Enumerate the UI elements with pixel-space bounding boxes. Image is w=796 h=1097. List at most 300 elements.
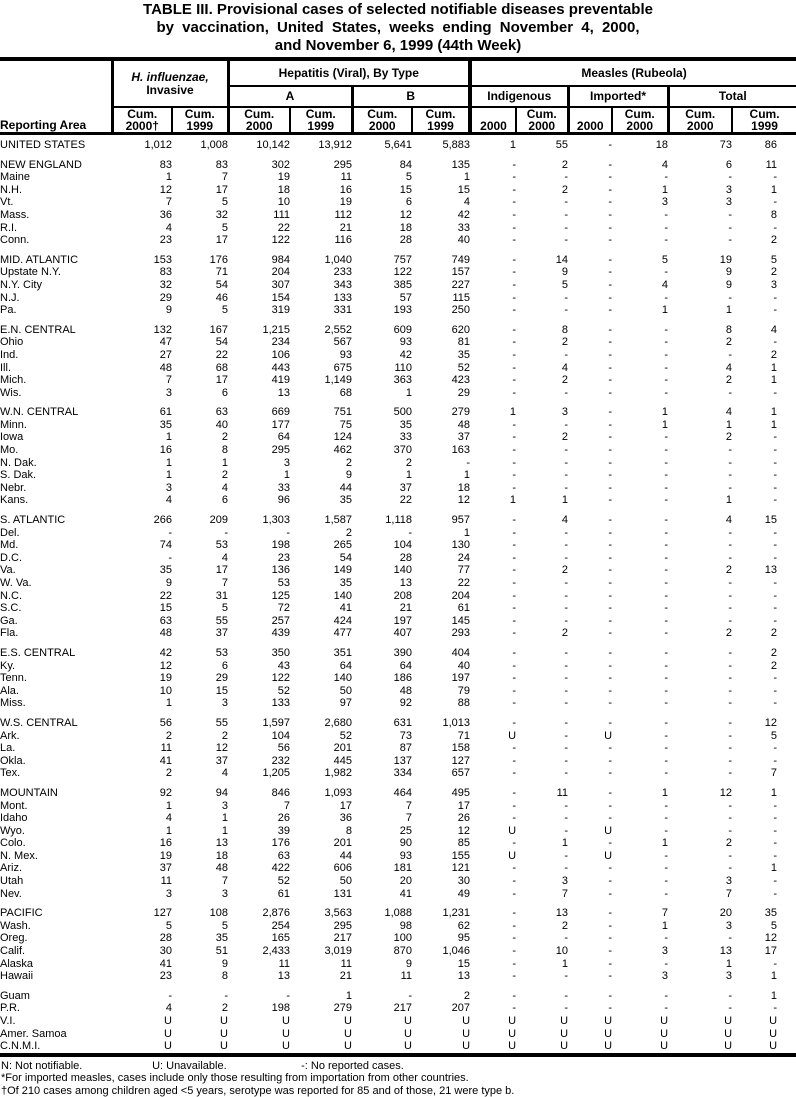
value-cell: 11: [160, 875, 172, 888]
value-cell: 1: [221, 456, 228, 469]
value-cell: -: [608, 672, 613, 685]
value-cell: 6: [405, 196, 412, 209]
value-cell: -: [728, 481, 733, 494]
value-cell: 201: [333, 837, 352, 850]
value-cell: 1: [405, 386, 412, 399]
value-cell: 3: [770, 278, 778, 291]
value-cell: 16: [159, 444, 172, 457]
row-label-state: N. Mex.: [0, 849, 38, 862]
value-cell: 50: [339, 875, 352, 888]
value-cell: -: [773, 957, 778, 970]
measles-group-header: Measles (Rubeola): [470, 59, 796, 86]
value-cell: 5: [165, 919, 172, 932]
value-cell: 21: [339, 970, 352, 983]
value-cell: 13: [719, 945, 733, 958]
value-cell: 111: [273, 208, 290, 221]
value-cell: 6: [725, 158, 733, 171]
table-row: [0, 234, 796, 247]
value-cell: 44: [339, 481, 352, 494]
row-label-state: Ind.: [0, 348, 19, 361]
table-row: [0, 457, 796, 470]
value-cell: 52: [277, 684, 290, 697]
value-cell: 363: [393, 374, 412, 387]
value-cell: -: [608, 875, 613, 888]
value-cell: 11: [278, 957, 290, 970]
value-cell: -: [512, 862, 517, 875]
value-cell: 15: [399, 183, 412, 196]
indigenous-header: Indigenous: [470, 86, 568, 107]
value-cell: 2: [770, 234, 778, 247]
value-cell: 77: [457, 564, 471, 577]
value-cell: -: [512, 627, 517, 640]
value-cell: 19: [277, 171, 290, 184]
value-cell: 1: [283, 469, 290, 482]
value-cell: 97: [339, 697, 352, 710]
column-header-year: 2000: [245, 119, 273, 133]
value-cell: 2: [725, 837, 733, 850]
table-row: [0, 564, 796, 577]
value-cell: 3: [661, 945, 669, 958]
value-cell: -: [728, 697, 733, 710]
value-cell: 207: [451, 1002, 471, 1015]
column-header: [568, 107, 612, 134]
value-cell: U: [508, 849, 517, 862]
row-label-state: Kans.: [0, 494, 29, 507]
value-cell: 217: [393, 1002, 412, 1015]
value-cell: -: [664, 494, 669, 507]
value-cell: U: [604, 1015, 613, 1027]
footnotes: [0, 1057, 796, 1097]
row-label-state: N.J.: [0, 291, 20, 304]
value-cell: 6: [221, 494, 228, 507]
value-cell: 1: [770, 786, 778, 799]
value-cell: 1: [770, 374, 778, 387]
value-cell: -: [773, 336, 778, 349]
column-header-year: 1999: [751, 119, 778, 133]
value-cell: 55: [215, 716, 228, 729]
value-cell: -: [608, 171, 613, 184]
value-cell: 26: [457, 812, 471, 825]
row-label-state: Tex.: [0, 767, 21, 780]
value-cell: -: [664, 602, 669, 615]
value-cell: 137: [393, 754, 412, 767]
value-cell: 5: [221, 602, 228, 615]
value-cell: 9: [725, 278, 733, 291]
value-cell: -: [564, 754, 569, 767]
value-cell: 1: [661, 786, 669, 799]
value-cell: 2: [561, 919, 569, 932]
value-cell: U: [344, 1015, 352, 1027]
value-cell: 29: [159, 291, 172, 304]
value-cell: 13: [555, 907, 569, 920]
section-gap-cell: [0, 900, 796, 907]
value-cell: 15: [457, 957, 471, 970]
table-row: [0, 469, 796, 482]
value-cell: -: [664, 729, 669, 742]
value-cell: -: [773, 799, 778, 812]
value-cell: 21: [399, 602, 412, 615]
row-label-state: Ill.: [0, 361, 11, 374]
column-header-top: Cum.: [367, 107, 398, 121]
value-cell: 18: [655, 139, 669, 151]
column-header-year: 1999: [427, 119, 454, 133]
value-cell: -: [564, 456, 569, 469]
value-cell: -: [168, 526, 172, 539]
value-cell: 2: [221, 1002, 228, 1015]
value-cell: -: [564, 767, 569, 780]
value-cell: 1: [770, 989, 778, 1002]
value-cell: -: [512, 196, 517, 209]
value-cell: 176: [271, 837, 290, 850]
value-cell: 44: [339, 849, 352, 862]
value-cell: -: [664, 716, 669, 729]
value-cell: 7: [725, 887, 733, 900]
section-gap: [0, 399, 796, 406]
value-cell: 3: [661, 970, 669, 983]
value-cell: -: [608, 431, 613, 444]
value-cell: 41: [159, 957, 172, 970]
value-cell: 1: [405, 469, 412, 482]
value-cell: 165: [271, 932, 290, 945]
section-gap-cell: [0, 507, 796, 514]
value-cell: U: [344, 1027, 352, 1040]
reporting-area-header: Reporting Area: [0, 59, 112, 134]
row-label-state: Ga.: [0, 614, 18, 627]
value-cell: -: [512, 374, 517, 387]
value-cell: 64: [399, 659, 412, 672]
value-cell: -: [608, 767, 613, 780]
value-cell: 7: [770, 767, 778, 780]
value-cell: 2,433: [262, 945, 290, 958]
value-cell: 122: [393, 266, 412, 279]
value-cell: 500: [393, 406, 412, 419]
value-cell: -: [564, 221, 569, 234]
value-cell: 846: [271, 786, 290, 799]
value-cell: 12: [159, 183, 172, 196]
value-cell: U: [508, 729, 517, 742]
value-cell: 3,019: [324, 945, 352, 958]
value-cell: 1: [725, 304, 733, 317]
value-cell: 1,008: [200, 139, 228, 151]
value-cell: -: [664, 767, 669, 780]
value-cell: -: [608, 970, 613, 983]
value-cell: 2: [725, 431, 733, 444]
value-cell: U: [560, 1015, 569, 1027]
value-cell: -: [773, 291, 778, 304]
value-cell: 36: [339, 812, 352, 825]
value-cell: -: [728, 659, 733, 672]
value-cell: 17: [215, 564, 228, 577]
value-cell: 133: [271, 697, 290, 710]
value-cell: 1: [661, 304, 669, 317]
value-cell: -: [512, 767, 517, 780]
value-cell: -: [512, 812, 517, 825]
value-cell: 63: [277, 849, 290, 862]
value-cell: 12: [764, 716, 778, 729]
value-cell: 37: [215, 627, 228, 640]
table-row: [0, 362, 796, 375]
value-cell: 95: [457, 932, 471, 945]
value-cell: -: [664, 697, 669, 710]
value-cell: U: [604, 1040, 613, 1053]
value-cell: -: [664, 1002, 669, 1015]
value-cell: 135: [451, 158, 471, 171]
value-cell: 20: [719, 907, 733, 920]
value-cell: 3: [221, 887, 228, 900]
value-cell: 7: [221, 875, 228, 888]
value-cell: -: [608, 278, 613, 291]
value-cell: -: [512, 989, 517, 1002]
value-cell: -: [608, 1002, 613, 1015]
value-cell: -: [564, 729, 569, 742]
value-cell: U: [660, 1027, 669, 1040]
value-cell: 1: [725, 494, 733, 507]
value-cell: -: [512, 386, 517, 399]
value-cell: -: [664, 481, 669, 494]
value-cell: 232: [271, 754, 290, 767]
value-cell: -: [512, 158, 517, 171]
value-cell: 1,012: [144, 139, 172, 151]
value-cell: -: [608, 456, 613, 469]
value-cell: -: [512, 418, 517, 431]
value-cell: 35: [215, 932, 228, 945]
value-cell: -: [728, 729, 733, 742]
value-cell: -: [224, 526, 228, 539]
value-cell: 295: [333, 158, 352, 171]
value-cell: -: [728, 602, 733, 615]
table-header: [0, 59, 796, 134]
value-cell: -: [608, 742, 613, 755]
value-cell: 42: [457, 208, 471, 221]
value-cell: 43: [277, 659, 290, 672]
value-cell: 62: [457, 919, 471, 932]
value-cell: 4: [165, 221, 172, 234]
column-header-year: 2000: [480, 119, 507, 133]
value-cell: -: [608, 932, 613, 945]
row-label-state: N.C.: [0, 589, 22, 602]
value-cell: -: [564, 672, 569, 685]
value-cell: -: [608, 374, 613, 387]
value-cell: 319: [271, 304, 290, 317]
table-row: [0, 602, 796, 615]
value-cell: 4: [661, 158, 669, 171]
value-cell: 1,149: [324, 374, 352, 387]
value-cell: 265: [333, 539, 352, 552]
value-cell: -: [512, 742, 517, 755]
value-cell: 49: [457, 887, 471, 900]
table-row: [0, 494, 796, 507]
value-cell: U: [404, 1040, 412, 1053]
value-cell: -: [608, 697, 613, 710]
row-label-state: R.I.: [0, 221, 18, 234]
value-cell: -: [728, 767, 733, 780]
value-cell: -: [564, 742, 569, 755]
value-cell: -: [564, 234, 569, 247]
table-row: [0, 767, 796, 780]
value-cell: U: [508, 1040, 517, 1053]
value-cell: 1,093: [324, 786, 352, 799]
value-cell: 35: [339, 494, 352, 507]
table-row: [0, 254, 796, 267]
value-cell: 3: [725, 919, 733, 932]
value-cell: -: [608, 304, 613, 317]
value-cell: 2: [561, 431, 569, 444]
value-cell: 4: [770, 323, 778, 336]
value-cell: U: [462, 1027, 471, 1040]
value-cell: -: [608, 589, 613, 602]
row-label-state: Tenn.: [0, 672, 27, 685]
value-cell: -: [728, 989, 733, 1002]
value-cell: -: [512, 799, 517, 812]
value-cell: 48: [159, 627, 172, 640]
row-label-state: W. Va.: [0, 577, 32, 589]
value-cell: -: [168, 551, 172, 564]
value-cell: 29: [457, 386, 471, 399]
value-cell: -: [608, 602, 613, 615]
value-cell: 48: [399, 684, 412, 697]
value-cell: 198: [271, 1002, 290, 1015]
value-cell: -: [608, 957, 613, 970]
value-cell: 30: [457, 875, 471, 888]
value-cell: 29: [215, 672, 228, 685]
value-cell: -: [608, 494, 613, 507]
value-cell: -: [728, 716, 733, 729]
value-cell: -: [608, 266, 613, 279]
value-cell: -: [664, 208, 669, 221]
value-cell: -: [608, 551, 613, 564]
column-header-top: Cum.: [624, 107, 655, 121]
value-cell: 106: [271, 348, 290, 361]
row-label-state: Calif.: [0, 945, 26, 958]
value-cell: 56: [277, 742, 290, 755]
table-row: [0, 907, 796, 920]
value-cell: 122: [271, 672, 290, 685]
value-cell: 3: [561, 875, 569, 888]
value-cell: 22: [159, 589, 172, 602]
section-gap: [0, 900, 796, 907]
row-label-state: Mo.: [0, 444, 19, 457]
value-cell: U: [560, 1027, 569, 1040]
value-cell: 15: [215, 684, 228, 697]
value-cell: 116: [334, 234, 352, 247]
value-cell: 130: [451, 539, 471, 552]
value-cell: U: [282, 1027, 290, 1040]
value-cell: 404: [451, 646, 471, 659]
table-row: [0, 862, 796, 875]
value-cell: 86: [764, 139, 778, 151]
value-cell: 1: [165, 799, 172, 812]
value-cell: 3: [725, 875, 733, 888]
value-cell: 9: [345, 469, 352, 482]
column-header-year: 2000: [576, 119, 604, 133]
row-label-state: Wash.: [0, 919, 31, 932]
value-cell: -: [664, 614, 669, 627]
value-cell: 11: [765, 158, 778, 171]
value-cell: 163: [451, 444, 471, 457]
row-label-region: E.N. CENTRAL: [0, 323, 76, 336]
value-cell: 75: [339, 418, 352, 431]
value-cell: 1: [463, 469, 471, 482]
value-cell: 63: [215, 406, 228, 419]
column-header: [516, 107, 568, 134]
value-cell: 57: [399, 291, 412, 304]
value-cell: 2: [345, 456, 352, 469]
value-cell: 186: [393, 672, 412, 685]
value-cell: -: [564, 171, 569, 184]
value-cell: -: [608, 139, 613, 151]
value-cell: 620: [451, 323, 471, 336]
value-cell: U: [604, 729, 613, 742]
value-cell: -: [564, 196, 569, 209]
row-label-state: N. Dak.: [0, 456, 37, 469]
table-row: [0, 196, 796, 209]
value-cell: 984: [271, 253, 290, 266]
value-cell: 2: [561, 336, 569, 349]
value-cell: 46: [215, 291, 228, 304]
value-cell: 3: [165, 386, 172, 399]
value-cell: -: [512, 348, 517, 361]
value-cell: -: [564, 526, 569, 539]
value-cell: -: [564, 659, 569, 672]
value-cell: 35: [159, 418, 172, 431]
value-cell: -: [664, 551, 669, 564]
value-cell: -: [286, 989, 290, 1002]
value-cell: -: [608, 514, 613, 527]
value-cell: -: [224, 989, 228, 1002]
value-cell: 2: [561, 183, 569, 196]
value-cell: 22: [399, 494, 412, 507]
value-cell: 4: [165, 1002, 172, 1015]
value-cell: -: [608, 754, 613, 767]
table-row: [0, 406, 796, 419]
row-label-state: Iowa: [0, 431, 24, 444]
column-header-top: Cum.: [749, 107, 780, 121]
value-cell: U: [220, 1040, 228, 1053]
legend-no-reported-cases: -: No reported cases.: [301, 1059, 404, 1072]
value-cell: -: [773, 589, 778, 602]
value-cell: 88: [457, 697, 471, 710]
value-cell: 227: [451, 278, 471, 291]
value-cell: 609: [393, 323, 412, 336]
value-cell: 3: [221, 799, 228, 812]
value-cell: 1: [770, 361, 778, 374]
value-cell: 8: [221, 970, 228, 983]
value-cell: 83: [159, 158, 172, 171]
value-cell: 233: [333, 266, 352, 279]
title-line-3: and November 6, 1999 (44th Week): [274, 37, 522, 54]
value-cell: -: [608, 526, 613, 539]
value-cell: -: [608, 837, 613, 850]
row-label-state: Mass.: [0, 208, 30, 221]
value-cell: 93: [339, 348, 352, 361]
value-cell: 32: [159, 278, 172, 291]
value-cell: -: [664, 627, 669, 640]
value-cell: -: [773, 697, 778, 710]
table-row: [0, 431, 796, 444]
value-cell: 4: [725, 406, 733, 419]
value-cell: 1: [661, 406, 669, 419]
value-cell: U: [724, 1040, 733, 1053]
value-cell: 1,982: [324, 767, 352, 780]
value-cell: -: [773, 602, 778, 615]
value-cell: 53: [215, 646, 228, 659]
table-row: [0, 552, 796, 565]
value-cell: -: [564, 932, 569, 945]
value-cell: 266: [153, 514, 172, 527]
row-label-state: Colo.: [0, 837, 26, 850]
value-cell: U: [164, 1040, 172, 1053]
value-cell: -: [773, 824, 778, 837]
